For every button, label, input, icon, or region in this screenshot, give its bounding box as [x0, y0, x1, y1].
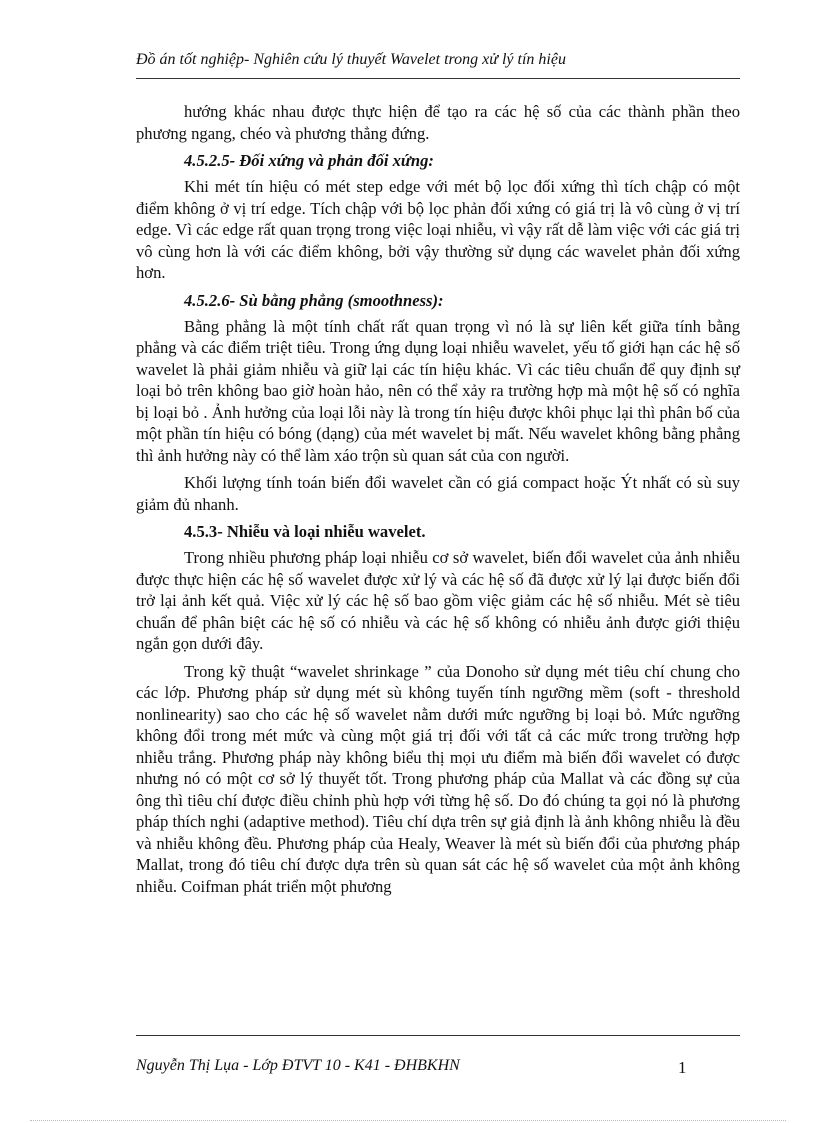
paragraph: Trong nhiều phương pháp loại nhiễu cơ sở wavelet, biến đổi wavelet của ảnh nhiễu được thực hiện các hệ số wavelet được xử lý và các hệ số đã được xử lý lại được biến đổi trở lại ảnh kết quả. Việc xử lý các hệ số bao gồm việc giảm các hệ số nhiễu. Mét sè tiêu chuẩn để phân biệt các hệ số có nhiễu và các hệ số không có nhiễu ảnh được giới thiệu ngắn gọn dưới đây. [136, 548, 740, 653]
header-divider [136, 78, 740, 79]
paragraph: hướng khác nhau được thực hiện để tạo ra các hệ số của các thành phần theo phương ngang, chéo và phương thẳng đứng. [136, 102, 740, 143]
paragraph: Bằng phẳng là một tính chất rất quan trọng vì nó là sự liên kết giữa tính bằng phẳng và các điểm triệt tiêu. Trong ứng dụng loại nhiễu wavelet, yếu tố giới hạn các hệ số wavelet là phải giảm nhiễu và giữ lại các tín hiệu khác. Vì các tiêu chuẩn để quy định sự loại bỏ trên không bao giờ hoàn hảo, nên có thể xảy ra trường hợp mà một hệ số có nghĩa bị loại bỏ . Ảnh hưởng của loại lỗi này là trong tín hiệu được khôi phục lại thì phân bố của một phần tín hiệu có bóng (dạng) của mét wavelet bị mất. Nếu wavelet không bằng phẳng thì ảnh hưởng này có thể làm xáo trộn sù quan sát của con người. [136, 316, 740, 465]
paragraph: Khối lượng tính toán biến đổi wavelet cần có giá compact hoặc Ýt nhất có sù suy giảm đủ nhanh. [136, 473, 740, 514]
document-body [136, 101, 740, 903]
section-heading: 4.5.2.6- Sù bằng phẳng (smoothness): [184, 290, 444, 310]
page-header: Đồ án tốt nghiệp- Nghiên cứu lý thuyết Wavelet trong xử lý tín hiệu [136, 51, 566, 68]
page-edge-divider [30, 1120, 786, 1121]
section-heading: 4.5.3- Nhiễu và loại nhiễu wavelet. [184, 522, 426, 541]
paragraph: Trong kỹ thuật “wavelet shrinkage ” của Donoho sử dụng mét tiêu chí chung cho các lớp. Phương pháp sử dụng mét sù không tuyến tính ngưỡng mềm (soft - threshold nonlinearity) sao cho các hệ số wavelet nằm dưới mức ngưỡng bị loại bỏ. Mức ngưỡng không đổi trong mét mức và cùng một giá trị đối với tất cả các mức trong trường hợp nhiễu trắng. Phương pháp này không biểu thị mọi ưu điểm mà biến đổi wavelet có được nhưng nó có một cơ sở lý thuyết tốt. Trong phương pháp của Mallat và các đồng sự của ông thì tiêu chí được điều chỉnh phù hợp với từng hệ số. Do đó chúng ta gọi nó là phương pháp thích nghi (adaptive method). Tiêu chí dựa trên sự giả định là ảnh không nhiễu là đều và nhiễu không đều. Phương pháp của Healy, Weaver là mét sù biến đổi của phương pháp Mallat, trong đó tiêu chí được dựa trên sù quan sát các hệ số wavelet của một ảnh không nhiễu. Coifman phát triển một phương [136, 661, 740, 896]
section-heading: 4.5.2.5- Đối xứng và phản đối xứng: [184, 151, 434, 170]
page-number: 1 [678, 1058, 687, 1077]
footer-author: Nguyễn Thị Lụa - Lớp ĐTVT 10 - K41 - ĐHBKHN [136, 1057, 460, 1074]
paragraph: Khi mét tín hiệu có mét step edge với mét bộ lọc đối xứng thì tích chập có một điểm không ở vị trí edge. Tích chập với bộ lọc phản đối xứng có giá trị là vô cùng ở vị trí edge. Vì các edge rất quan trọng trong việc loại nhiễu, vì vậy rất dễ làm việc với các giá trị vô cùng hơn là với các điểm không, bởi vậy thường sử dụng các wavelet phản đối xứng hơn. [136, 177, 740, 282]
footer-divider [136, 1035, 740, 1036]
